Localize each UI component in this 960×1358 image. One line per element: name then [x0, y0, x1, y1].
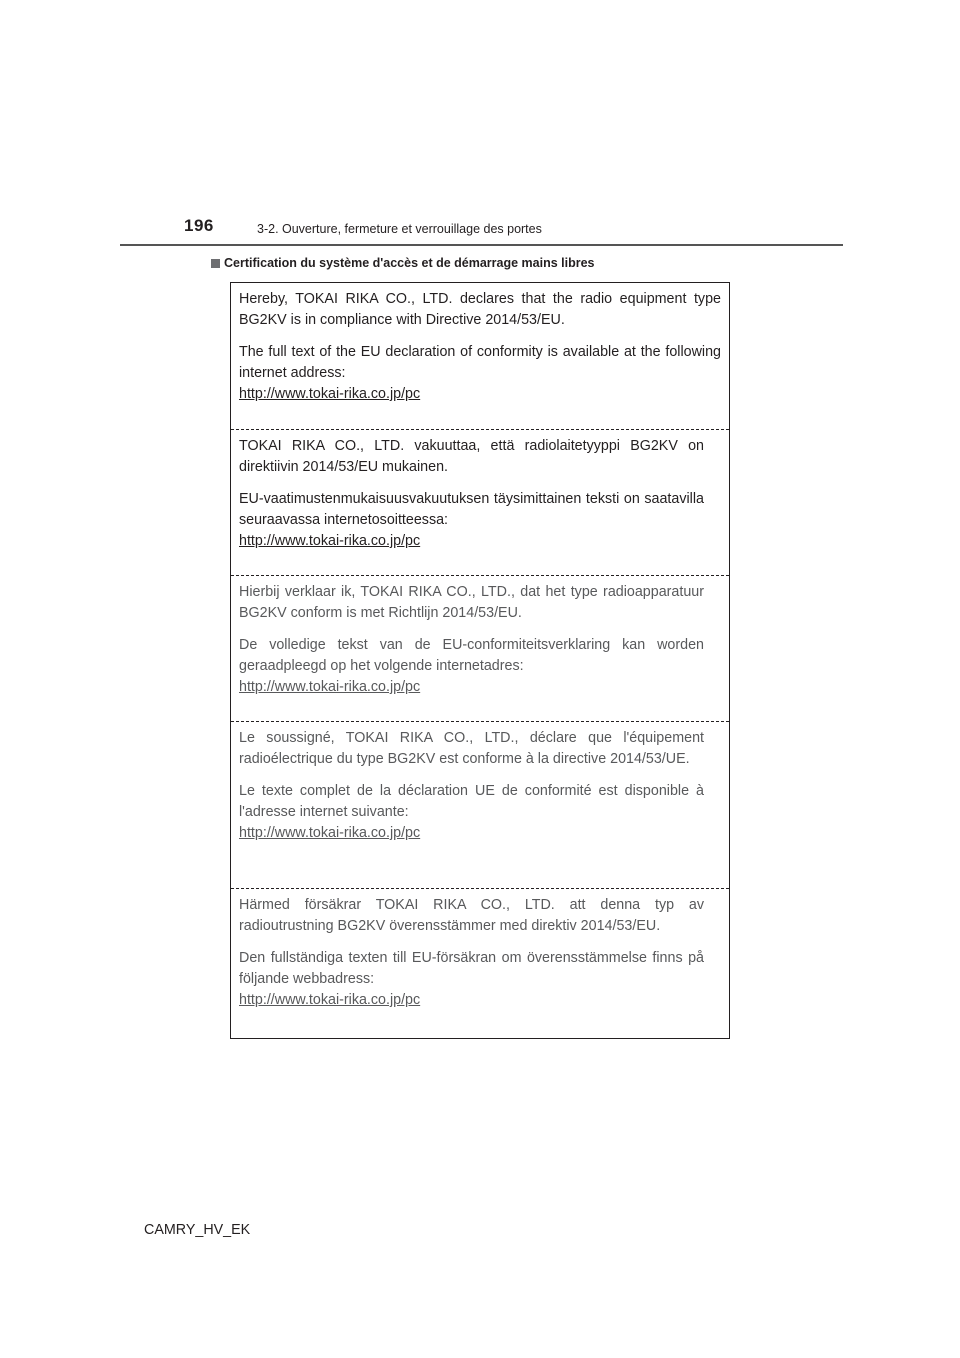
cert-block-swedish	[231, 888, 729, 1038]
cert-availability: Le texte complet de la déclaration UE de conformité est disponible à l'adresse internet suivante:	[239, 783, 704, 820]
header-rule	[120, 244, 843, 246]
cert-availability: Den fullständiga texten till EU-försäkran om överensstämmelse finns på följande webbadress:	[239, 950, 704, 987]
cert-availability: The full text of the EU declaration of conformity is available at the following internet address:	[239, 344, 721, 381]
cert-block-finnish	[231, 429, 729, 575]
cert-availability: De volledige tekst van de EU-conformiteitsverklaring kan worden geraadpleegd op het volgende internetadres:	[239, 637, 704, 674]
cert-declaration: Hereby, TOKAI RIKA CO., LTD. declares that the radio equipment type BG2KV is in compliance with Directive 2014/53/EU.	[239, 291, 721, 328]
model-code: CAMRY_HV_EK	[144, 1222, 251, 1238]
cert-url-link[interactable]: http://www.tokai-rika.co.jp/pc	[239, 679, 421, 695]
cert-block-french	[231, 721, 729, 888]
cert-declaration: Le soussigné, TOKAI RIKA CO., LTD., déclare que l'équipement radioélectrique du type BG2KV est conforme à la directive 2014/53/UE.	[239, 730, 704, 767]
cert-url-link[interactable]: http://www.tokai-rika.co.jp/pc	[239, 386, 421, 402]
square-bullet-icon	[211, 259, 220, 268]
cert-url-link[interactable]: http://www.tokai-rika.co.jp/pc	[239, 533, 421, 549]
section-header: 3-2. Ouverture, fermeture et verrouillage des portes	[257, 222, 542, 236]
cert-declaration: Härmed försäkrar TOKAI RIKA CO., LTD. att denna typ av radioutrustning BG2KV överensstämmer med direktiv 2014/53/EU.	[239, 897, 704, 934]
page-number: 196	[184, 216, 214, 235]
cert-url-link[interactable]: http://www.tokai-rika.co.jp/pc	[239, 825, 421, 841]
subsection-title	[211, 256, 594, 270]
cert-block-dutch	[231, 575, 729, 721]
certification-box	[230, 282, 730, 1039]
cert-availability: EU-vaatimustenmukaisuusvakuutuksen täysimittainen teksti on saatavilla seuraavassa internetosoitteessa:	[239, 491, 704, 528]
cert-url-link[interactable]: http://www.tokai-rika.co.jp/pc	[239, 992, 421, 1008]
cert-declaration: TOKAI RIKA CO., LTD. vakuuttaa, että radiolaitetyyppi BG2KV on direktiivin 2014/53/EU mukainen.	[239, 438, 704, 475]
subsection-title-text: Certification du système d'accès et de démarrage mains libres	[224, 256, 595, 270]
cert-block-english	[231, 283, 729, 429]
cert-declaration: Hierbij verklaar ik, TOKAI RIKA CO., LTD., dat het type radioapparatuur BG2KV conform is met Richtlijn 2014/53/EU.	[239, 584, 704, 621]
